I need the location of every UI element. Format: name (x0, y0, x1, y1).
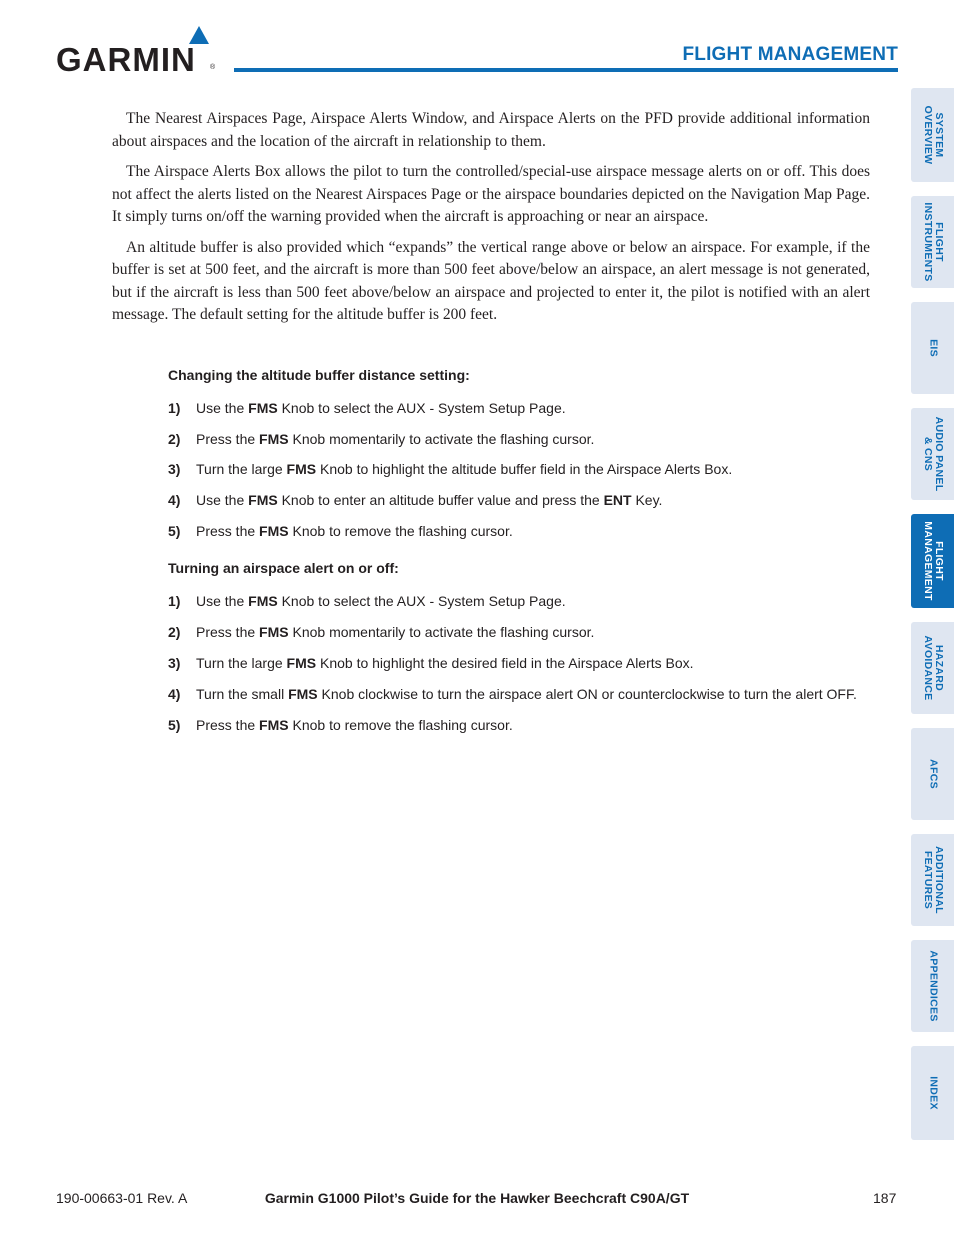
procedure-step: 2) Press the FMS Knob momentarily to activate the flashing cursor. (168, 431, 595, 447)
procedure-step: 5) Press the FMS Knob to remove the flashing cursor. (168, 717, 513, 733)
procedure-step: 4) Use the FMS Knob to enter an altitude buffer value and press the ENT Key. (168, 492, 663, 508)
paragraph: The Airspace Alerts Box allows the pilot to turn the controlled/special-use airspace message alerts on or off. This does not affect the alerts listed on the Nearest Airspaces Page or the airspace boundaries depicted on the Navigation Map Page. It simply turns on/off the warning provided when the aircraft is approaching or near an airspace. (112, 163, 870, 225)
tab-flight-management[interactable]: FLIGHT MANAGEMENT (911, 514, 954, 608)
tab-appendices[interactable]: APPENDICES (911, 940, 954, 1032)
procedure-step: 1) Use the FMS Knob to select the AUX - System Setup Page. (168, 400, 566, 416)
logo-wordmark: GARMIN (56, 41, 196, 78)
garmin-logo (56, 26, 220, 76)
page-number: 187 (873, 1190, 897, 1206)
procedure-step: 5) Press the FMS Knob to remove the flashing cursor. (168, 523, 513, 539)
procedure-title: Changing the altitude buffer distance setting: (168, 367, 470, 383)
tab-flight-instruments[interactable]: FLIGHT INSTRUMENTS (911, 196, 954, 288)
procedure-step: 1) Use the FMS Knob to select the AUX - System Setup Page. (168, 593, 566, 609)
procedure-step: 4) Turn the small FMS Knob clockwise to turn the airspace alert ON or counterclockwise to turn the alert OFF. (168, 686, 857, 702)
footer-title: Garmin G1000 Pilot’s Guide for the Hawker Beechcraft C90A/GT (264, 1190, 690, 1206)
procedure-step: 2) Press the FMS Knob momentarily to activate the flashing cursor. (168, 624, 595, 640)
tab-hazard-avoidance[interactable]: HAZARD AVOIDANCE (911, 622, 954, 714)
paragraph: The Nearest Airspaces Page, Airspace Alerts Window, and Airspace Alerts on the PFD provide additional information about airspaces and the location of the aircraft in relationship to them. (112, 110, 870, 150)
logo-registered-mark: ® (210, 64, 216, 71)
tab-additional-features[interactable]: ADDITIONAL FEATURES (911, 834, 954, 926)
body-text (112, 108, 870, 335)
tab-index[interactable]: INDEX (911, 1046, 954, 1140)
section-title: FLIGHT MANAGEMENT (682, 44, 898, 65)
tab-system-overview[interactable]: SYSTEM OVERVIEW (911, 88, 954, 182)
tab-audio-panel-cns[interactable]: AUDIO PANEL & CNS (911, 408, 954, 500)
procedure-step: 3) Turn the large FMS Knob to highlight the desired field in the Airspace Alerts Box. (168, 655, 694, 671)
procedure-title: Turning an airspace alert on or off: (168, 560, 399, 576)
header-rule (234, 68, 898, 72)
footer-doc-number: 190-00663-01 Rev. A (56, 1190, 188, 1206)
procedure-step: 3) Turn the large FMS Knob to highlight the altitude buffer field in the Airspace Alerts Box. (168, 461, 733, 477)
tab-eis[interactable]: EIS (911, 302, 954, 394)
paragraph: An altitude buffer is also provided which “expands” the vertical range above or below an airspace. For example, if the buffer is set at 500 feet, and the aircraft is more than 500 feet above/below an airspace, an alert message is not generated, but if the aircraft is less than 500 feet above/below an airspace and projected to enter it, the pilot is notified with an alert message. The default setting for the altitude buffer is 200 feet. (112, 238, 870, 323)
tab-afcs[interactable]: AFCS (911, 728, 954, 820)
